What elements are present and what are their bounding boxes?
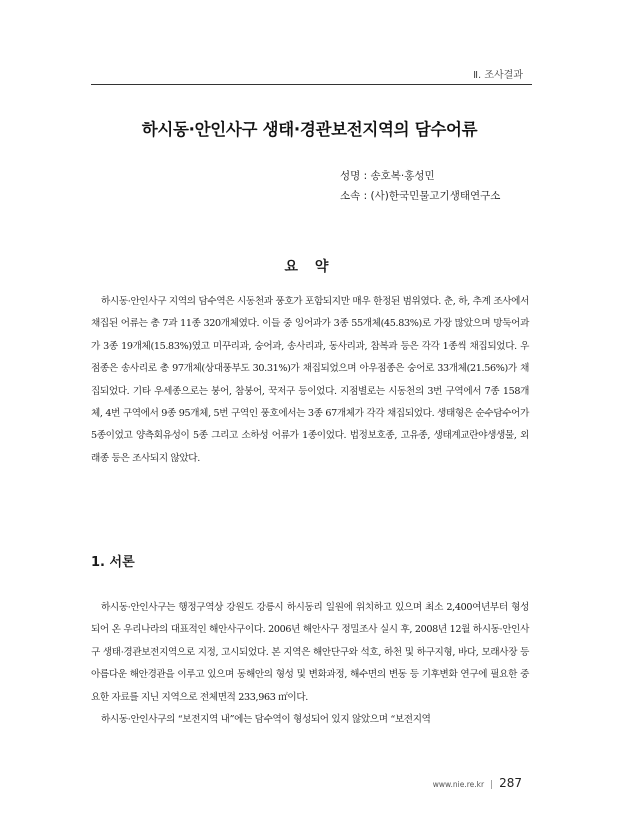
footer-separator: |: [490, 780, 494, 790]
intro-body: [91, 597, 529, 731]
header-divider: [91, 84, 532, 85]
author-names: 성명 : 송호복·홍성민: [340, 170, 435, 182]
summary-heading: 요 약: [284, 259, 335, 275]
intro-heading: 1. 서론: [91, 555, 135, 570]
intro-paragraph-1: 하시동·안인사구는 행정구역상 강원도 강릉시 하시동리 일원에 위치하고 있으며 최소 2,400여년부터 형성되어 온 우리나라의 대표적인 해안사구이다. 2006년 해안사구 정밀조사 실시 후, 2008년 12월 하시동·안인사구 생태·경관보전지역으로 지정, 고시되었다. 본 지역은 해안단구와 석호, 하천 및 하구지형, 바다, 모래사장 등 아름다운 해안경관을 이루고 있으며 동해안의 형성 및 변화과정, 해수면의 변동 등 기후변화 연구에 필요한 중요한 자료를 지닌 지역으로 전체면적 233,963 ㎡이다.: [91, 602, 529, 703]
footer-url[interactable]: www.nie.re.kr: [432, 780, 485, 789]
author-affiliation: 소속 : (사)한국민물고기생태연구소: [340, 190, 501, 202]
page-title: 하시동·안인사구 생태·경관보전지역의 담수어류: [141, 120, 478, 139]
author-block: [340, 166, 500, 206]
intro-paragraph-2: 하시동·안인사구의 “보전지역 내”에는 담수역이 형성되어 있지 않았으며 “보전지역: [101, 714, 431, 726]
page-footer: [433, 776, 522, 790]
summary-paragraph: 하시동·안인사구 지역의 담수역은 시동천과 풍호가 포함되지만 매우 한정된 범위였다. 춘, 하, 추계 조사에서 채집된 어류는 총 7과 11종 320개체였다. 이들 중 잉어과가 3종 55개체(45.83%)로 가장 많았으며 망둑어과가 3종 19개체(15.83%)였고 미꾸리과, 숭어과, 송사리과, 동사리과, 참복과 등은 각각 1종씩 채집되었다. 우점종은 송사리로 총 97개체(상대풍부도 30.31%)가 채집되었으며 아우점종은 숭어로 33개체(21.56%)가 채집되었다. 기타 우세종으로는 붕어, 참붕어, 꾹저구 등이었다. 지점별로는 시동천의 3번 구역에서 7종 158개체, 4번 구역에서 9종 95개체, 5번 구역인 풍호에서는 3종 67개체가 각각 채집되었다. 생태형은 순수담수어가 5종이었고 양측회유성이 5종 그리고 소하성 어류가 1종이었다. 법정보호종, 고유종, 생태계교란야생생물, 외래종 등은 조사되지 않았다.: [91, 296, 529, 464]
page-number: 287: [499, 776, 522, 790]
running-header-section: Ⅱ. 조사결과: [473, 70, 523, 81]
